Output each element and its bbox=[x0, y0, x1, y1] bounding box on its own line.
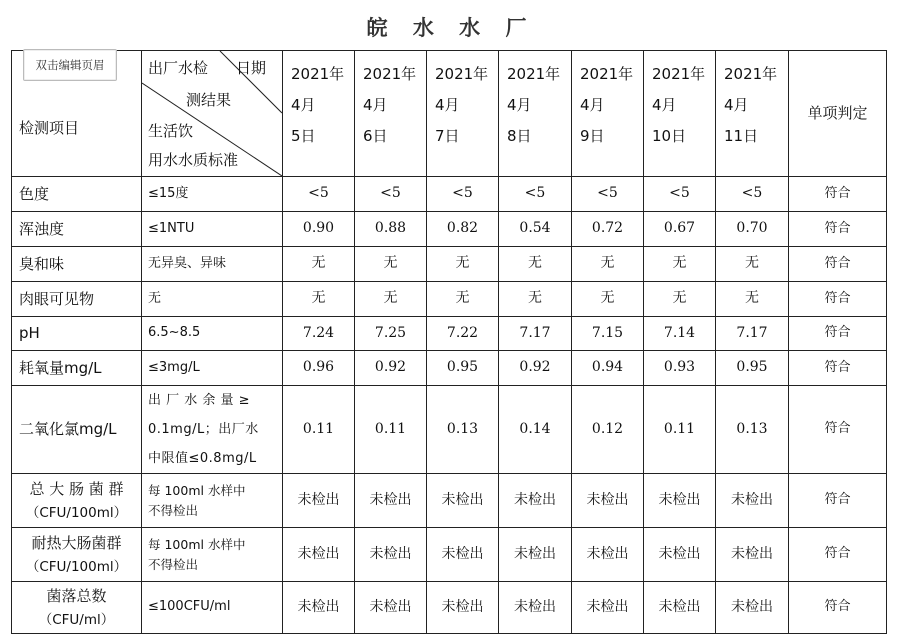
standard-text: ≤3mg/L bbox=[148, 359, 200, 375]
item-name: 菌落总数 bbox=[46, 586, 107, 605]
result-cell: 0.95 bbox=[427, 351, 499, 386]
result-cell: 无 bbox=[716, 282, 789, 317]
item-cell bbox=[12, 528, 142, 582]
date-month: 4月 bbox=[724, 96, 749, 114]
standard-text: 0.1mg/L；出厂水 bbox=[148, 422, 259, 437]
judge-header: 单项判定 bbox=[789, 51, 887, 177]
standard-text: 每 100ml 水样中 bbox=[148, 482, 246, 498]
standard-text: ≤1NTU bbox=[148, 220, 195, 236]
result-cell: 无 bbox=[427, 247, 499, 282]
result-cell: 未检出 bbox=[644, 474, 716, 528]
result-cell: 未检出 bbox=[716, 582, 789, 634]
date-month: 4月 bbox=[291, 96, 316, 114]
result-cell: 无 bbox=[644, 282, 716, 317]
date-year: 2021年 bbox=[363, 65, 417, 83]
result-cell: 0.13 bbox=[716, 386, 789, 474]
result-cell: 无 bbox=[499, 282, 572, 317]
result-cell: 未检出 bbox=[427, 528, 499, 582]
date-header-5 bbox=[644, 51, 716, 177]
standard-cell bbox=[142, 386, 283, 474]
date-year: 2021年 bbox=[291, 65, 345, 83]
item-cell bbox=[12, 474, 142, 528]
item-cell bbox=[12, 212, 142, 247]
table-row bbox=[12, 282, 887, 317]
result-cell: 0.96 bbox=[283, 351, 355, 386]
result-cell: 未检出 bbox=[427, 582, 499, 634]
item-name: （CFU/ml） bbox=[38, 611, 115, 628]
result-cell: 0.95 bbox=[716, 351, 789, 386]
result-cell: 无 bbox=[644, 247, 716, 282]
result-cell: 无 bbox=[283, 247, 355, 282]
result-cell: 未检出 bbox=[716, 528, 789, 582]
standard-cell bbox=[142, 582, 283, 634]
date-header-4 bbox=[572, 51, 644, 177]
result-cell: 0.67 bbox=[644, 212, 716, 247]
date-day: 6日 bbox=[363, 127, 388, 145]
table-row bbox=[12, 528, 887, 582]
result-cell: 未检出 bbox=[355, 528, 427, 582]
result-cell: 无 bbox=[283, 282, 355, 317]
date-day: 5日 bbox=[291, 127, 316, 145]
result-cell: 无 bbox=[355, 247, 427, 282]
judge-cell: 符合 bbox=[789, 317, 887, 351]
result-cell: 0.13 bbox=[427, 386, 499, 474]
result-cell: 0.94 bbox=[572, 351, 644, 386]
standard-text: 无 bbox=[148, 290, 162, 306]
standard-text: 每 100ml 水样中 bbox=[148, 536, 246, 552]
item-cell bbox=[12, 177, 142, 212]
table-row bbox=[12, 582, 887, 634]
table-row bbox=[12, 317, 887, 351]
item-cell bbox=[12, 282, 142, 317]
standard-cell bbox=[142, 351, 283, 386]
result-cell: 无 bbox=[572, 282, 644, 317]
corner-label-mid: 测结果 bbox=[186, 91, 232, 109]
result-cell: 无 bbox=[499, 247, 572, 282]
standard-cell bbox=[142, 282, 283, 317]
result-cell: 未检出 bbox=[283, 582, 355, 634]
result-cell: 7.15 bbox=[572, 317, 644, 351]
standard-cell bbox=[142, 247, 283, 282]
standard-text: 出 厂 水 余 量 ≥ bbox=[148, 393, 251, 408]
item-name: 总 大 肠 菌 群 bbox=[29, 479, 124, 498]
judge-cell: 符合 bbox=[789, 247, 887, 282]
result-cell: 0.12 bbox=[572, 386, 644, 474]
table-row bbox=[12, 247, 887, 282]
standard-text: 中限值≤0.8mg/L bbox=[148, 451, 257, 466]
result-cell: 0.93 bbox=[644, 351, 716, 386]
result-cell: <5 bbox=[572, 177, 644, 212]
result-cell: <5 bbox=[716, 177, 789, 212]
corner-label-std1: 生活饮 bbox=[148, 122, 194, 140]
date-day: 7日 bbox=[435, 127, 460, 145]
result-cell: 7.22 bbox=[427, 317, 499, 351]
result-cell: 无 bbox=[427, 282, 499, 317]
result-cell: 0.88 bbox=[355, 212, 427, 247]
item-name: 耐热大肠菌群 bbox=[31, 533, 122, 552]
result-cell: 无 bbox=[716, 247, 789, 282]
standard-text: 不得检出 bbox=[148, 502, 199, 518]
result-cell: 未检出 bbox=[572, 528, 644, 582]
date-day: 9日 bbox=[580, 127, 605, 145]
item-cell bbox=[12, 247, 142, 282]
table-row bbox=[12, 351, 887, 386]
result-cell: <5 bbox=[427, 177, 499, 212]
header-row bbox=[12, 51, 887, 177]
standard-cell bbox=[142, 474, 283, 528]
result-cell: 未检出 bbox=[283, 474, 355, 528]
date-year: 2021年 bbox=[435, 65, 489, 83]
result-cell: 未检出 bbox=[499, 474, 572, 528]
item-name: 色度 bbox=[19, 184, 50, 203]
water-quality-table bbox=[11, 50, 887, 634]
result-cell: 7.25 bbox=[355, 317, 427, 351]
standard-cell bbox=[142, 212, 283, 247]
header-item-label: 检测项目 bbox=[19, 119, 80, 138]
result-cell: 无 bbox=[572, 247, 644, 282]
result-cell: 未检出 bbox=[355, 474, 427, 528]
date-month: 4月 bbox=[363, 96, 388, 114]
item-cell bbox=[12, 386, 142, 474]
judge-cell: 符合 bbox=[789, 528, 887, 582]
item-cell bbox=[12, 317, 142, 351]
date-header-2 bbox=[427, 51, 499, 177]
date-header-6 bbox=[716, 51, 789, 177]
result-cell: 0.72 bbox=[572, 212, 644, 247]
result-cell: 0.90 bbox=[283, 212, 355, 247]
corner-label-std2: 用水水质标准 bbox=[148, 151, 239, 169]
result-cell: 7.17 bbox=[716, 317, 789, 351]
result-cell: 0.11 bbox=[355, 386, 427, 474]
result-cell: 未检出 bbox=[716, 474, 789, 528]
date-day: 10日 bbox=[652, 127, 687, 145]
header-corner-cell bbox=[142, 51, 283, 177]
result-cell: 0.82 bbox=[427, 212, 499, 247]
standard-cell bbox=[142, 317, 283, 351]
result-cell: 未检出 bbox=[499, 582, 572, 634]
date-month: 4月 bbox=[580, 96, 605, 114]
judge-cell: 符合 bbox=[789, 282, 887, 317]
item-name: （CFU/100ml） bbox=[25, 504, 128, 521]
standard-text: 6.5~8.5 bbox=[148, 325, 201, 341]
result-cell: 未检出 bbox=[355, 582, 427, 634]
result-cell: 未检出 bbox=[427, 474, 499, 528]
item-cell bbox=[12, 351, 142, 386]
result-cell: 0.14 bbox=[499, 386, 572, 474]
item-name: （CFU/100ml） bbox=[25, 558, 128, 575]
item-name: 浑浊度 bbox=[19, 219, 65, 238]
date-month: 4月 bbox=[435, 96, 460, 114]
result-cell: 未检出 bbox=[572, 474, 644, 528]
standard-text: ≤15度 bbox=[148, 185, 189, 201]
result-cell: 0.11 bbox=[283, 386, 355, 474]
edit-header-button[interactable]: 双击编辑页眉 bbox=[23, 49, 117, 81]
date-year: 2021年 bbox=[652, 65, 706, 83]
result-cell: 0.92 bbox=[355, 351, 427, 386]
table-row bbox=[12, 177, 887, 212]
corner-label-left-top: 出厂水检 bbox=[148, 59, 209, 77]
result-cell: 未检出 bbox=[644, 582, 716, 634]
standard-text: 无异臭、异味 bbox=[148, 255, 227, 271]
result-cell: 未检出 bbox=[572, 582, 644, 634]
table-row bbox=[12, 474, 887, 528]
date-year: 2021年 bbox=[580, 65, 634, 83]
result-cell: 7.17 bbox=[499, 317, 572, 351]
judge-cell: 符合 bbox=[789, 386, 887, 474]
result-cell: <5 bbox=[283, 177, 355, 212]
judge-cell: 符合 bbox=[789, 212, 887, 247]
page-title: 皖 水 水 厂 bbox=[366, 16, 536, 40]
standard-cell bbox=[142, 528, 283, 582]
date-month: 4月 bbox=[652, 96, 677, 114]
table-row bbox=[12, 212, 887, 247]
item-name: 二氧化氯mg/L bbox=[19, 420, 117, 439]
table-row bbox=[12, 386, 887, 474]
date-header-3 bbox=[499, 51, 572, 177]
judge-cell: 符合 bbox=[789, 474, 887, 528]
item-name: 臭和味 bbox=[19, 254, 65, 273]
result-cell: 0.54 bbox=[499, 212, 572, 247]
date-header-1 bbox=[355, 51, 427, 177]
result-cell: 0.70 bbox=[716, 212, 789, 247]
standard-cell bbox=[142, 177, 283, 212]
corner-label-right-top: 日期 bbox=[236, 59, 267, 77]
result-cell: 0.11 bbox=[644, 386, 716, 474]
date-day: 11日 bbox=[724, 127, 759, 145]
item-name: 耗氧量mg/L bbox=[19, 358, 102, 377]
date-year: 2021年 bbox=[724, 65, 778, 83]
judge-cell: 符合 bbox=[789, 582, 887, 634]
result-cell: 无 bbox=[355, 282, 427, 317]
result-cell: 未检出 bbox=[644, 528, 716, 582]
result-cell: 未检出 bbox=[499, 528, 572, 582]
standard-text: 不得检出 bbox=[148, 556, 199, 572]
date-month: 4月 bbox=[507, 96, 532, 114]
result-cell: <5 bbox=[355, 177, 427, 212]
judge-cell: 符合 bbox=[789, 177, 887, 212]
judge-cell: 符合 bbox=[789, 351, 887, 386]
date-year: 2021年 bbox=[507, 65, 561, 83]
result-cell: 未检出 bbox=[283, 528, 355, 582]
result-cell: <5 bbox=[644, 177, 716, 212]
result-cell: 7.24 bbox=[283, 317, 355, 351]
result-cell: 7.14 bbox=[644, 317, 716, 351]
date-header-0 bbox=[283, 51, 355, 177]
result-cell: 0.92 bbox=[499, 351, 572, 386]
date-day: 8日 bbox=[507, 127, 532, 145]
standard-text: ≤100CFU/ml bbox=[148, 599, 231, 615]
item-cell bbox=[12, 582, 142, 634]
item-name: 肉眼可见物 bbox=[19, 289, 95, 308]
item-name: pH bbox=[19, 324, 40, 343]
result-cell: <5 bbox=[499, 177, 572, 212]
